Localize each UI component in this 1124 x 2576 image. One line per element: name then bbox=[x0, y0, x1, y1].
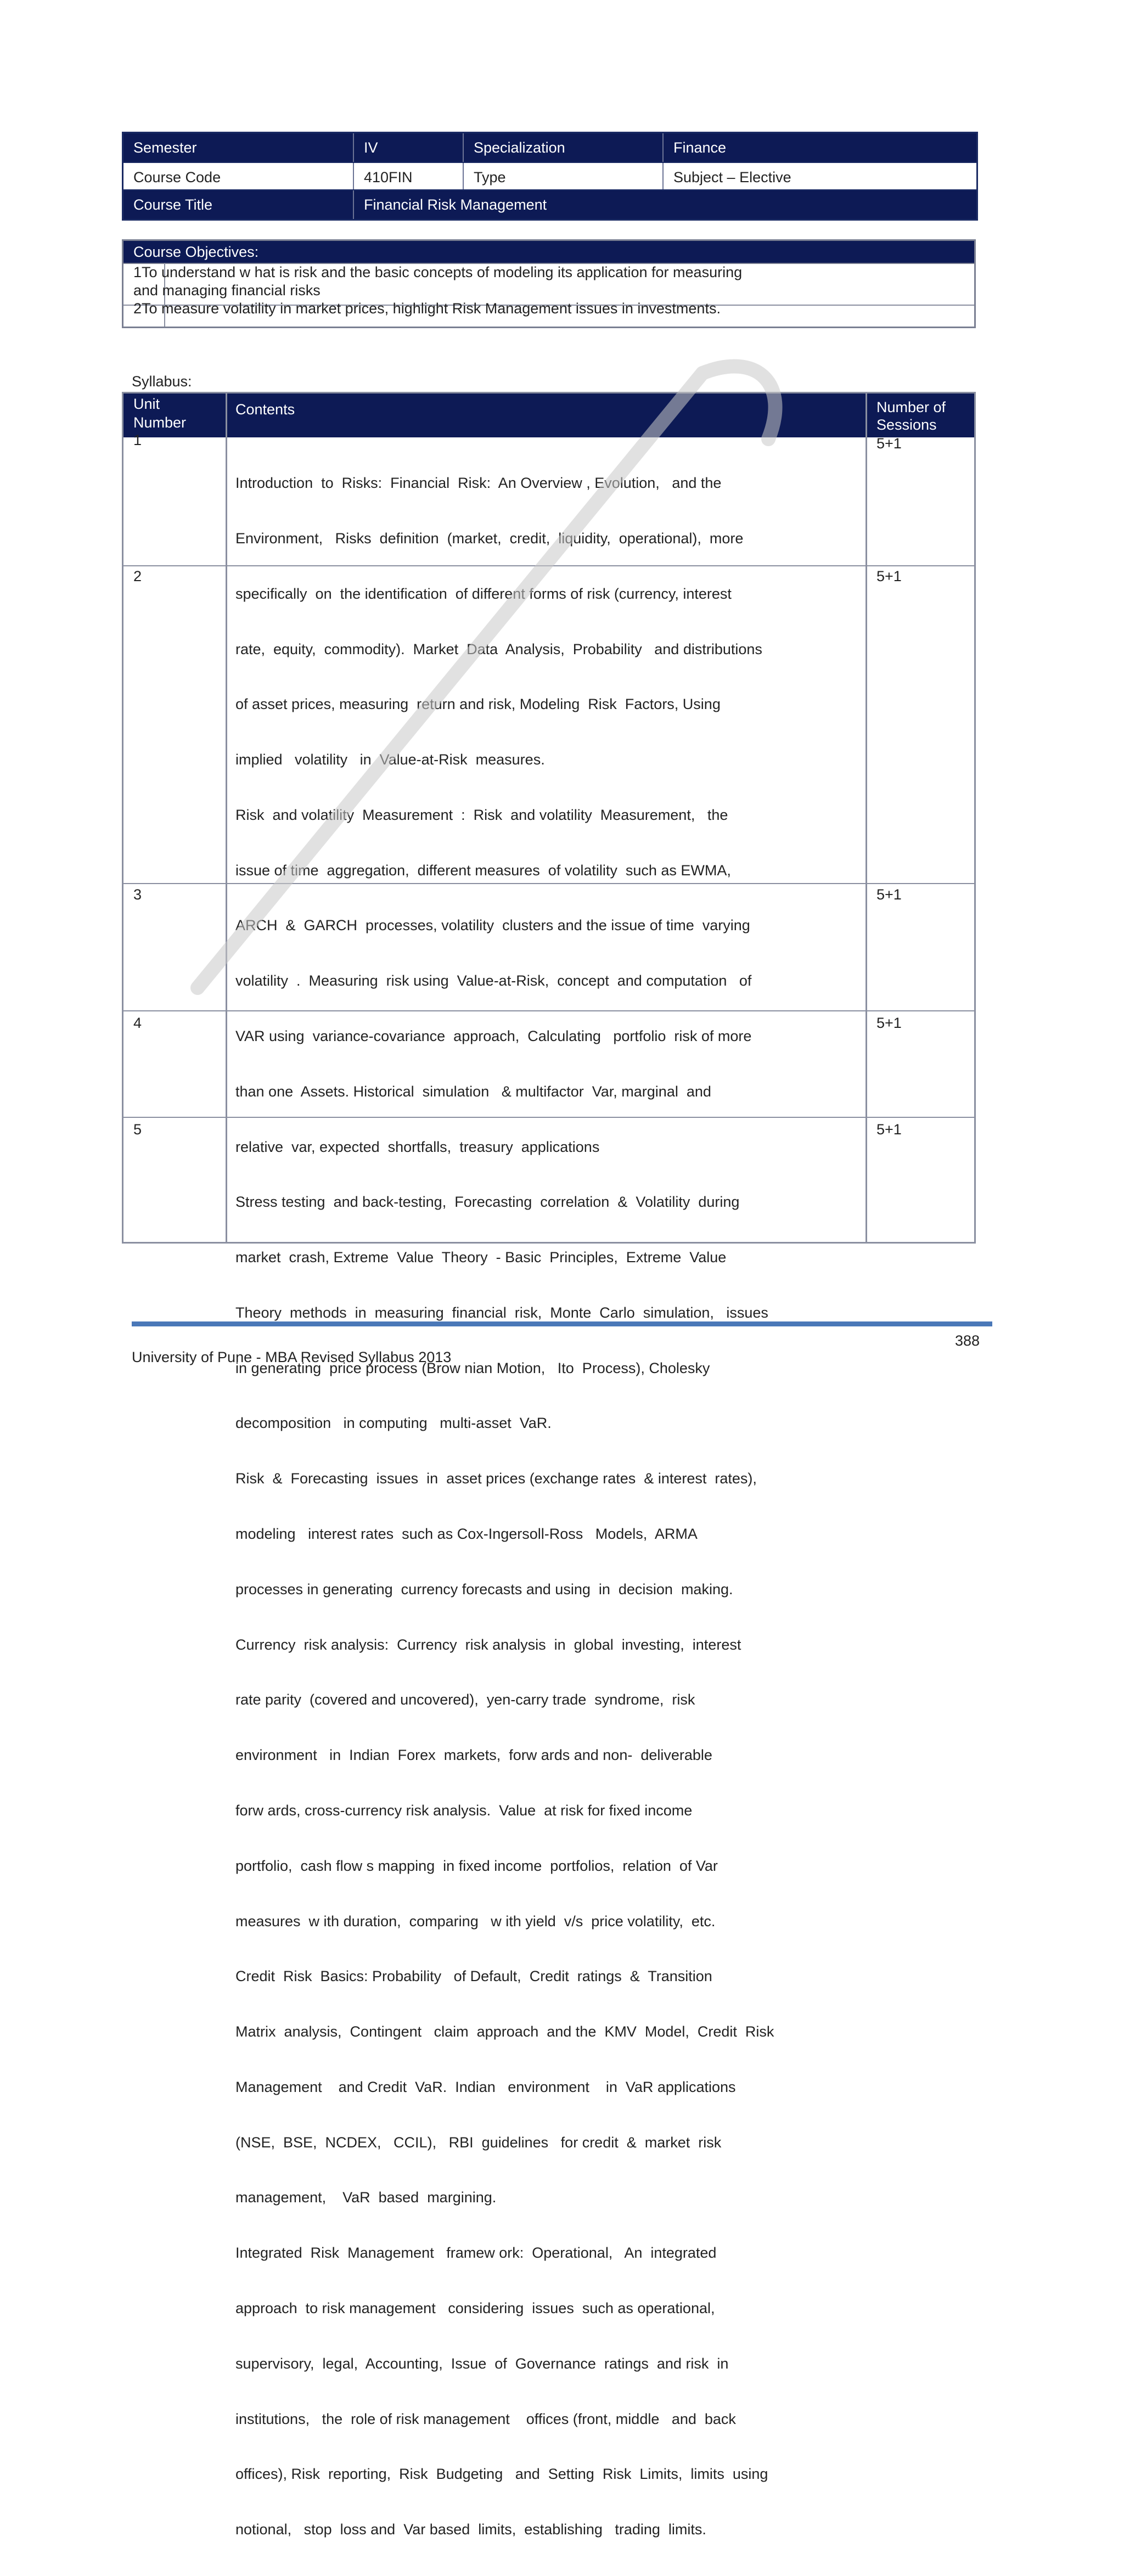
content-line: Risk & Forecasting issues in asset prices (exchange rates & interest rates), bbox=[235, 1470, 757, 1487]
content-line: relative var, expected shortfalls, treasury applications bbox=[235, 1138, 600, 1155]
semester-value: IV bbox=[354, 133, 464, 162]
content-line: Environment, Risks definition (market, credit, liquidity, operational), more bbox=[235, 530, 744, 547]
syllabus-header-row bbox=[123, 393, 974, 437]
sessions-unit-3: 5+1 bbox=[876, 886, 902, 903]
content-line: environment in Indian Forex markets, forw ards and non- deliverable bbox=[235, 1747, 712, 1764]
course-code-label: Course Code bbox=[123, 163, 354, 189]
content-line: processes in generating currency forecasts and using in decision making. bbox=[235, 1581, 733, 1598]
course-title-label: Course Title bbox=[123, 190, 354, 219]
content-line: rate parity (covered and uncovered), yen-carry trade syndrome, risk bbox=[235, 1691, 695, 1708]
content-line: Stress testing and back-testing, Forecasting correlation & Volatility during bbox=[235, 1194, 740, 1211]
content-line: decomposition in computing multi-asset VaR. bbox=[235, 1415, 552, 1432]
content-line: Integrated Risk Management framew ork: Operational, An integrated bbox=[235, 2245, 717, 2262]
type-label: Type bbox=[464, 163, 664, 189]
specialization-value: Finance bbox=[673, 139, 727, 156]
specialization-label: Specialization bbox=[464, 133, 664, 162]
unit-number-2: 2 bbox=[133, 568, 142, 584]
content-line: institutions, the role of risk management offices (front, middle and back bbox=[235, 2410, 736, 2427]
content-line: implied volatility in Value-at-Risk measures. bbox=[235, 751, 545, 768]
content-line: forw ards, cross-currency risk analysis. Value at risk for fixed income bbox=[235, 1802, 693, 1819]
unit-number-3: 3 bbox=[133, 886, 142, 903]
content-line: Matrix analysis, Contingent claim approach and the KMV Model, Credit Risk bbox=[235, 2023, 774, 2040]
header-contents: Contents bbox=[235, 401, 295, 418]
content-line: Currency risk analysis: Currency risk analysis in global investing, interest bbox=[235, 1636, 741, 1653]
info-row-course-code bbox=[123, 162, 976, 190]
content-line: rate, equity, commodity). Market Data Analysis, Probability and distributions bbox=[235, 640, 762, 657]
unit-number-4: 4 bbox=[133, 1015, 142, 1031]
content-line: than one Assets. Historical simulation & multifactor Var, marginal and bbox=[235, 1083, 711, 1100]
content-line: Introduction to Risks: Financial Risk: An Overview , Evolution, and the bbox=[235, 475, 722, 492]
content-line: issue of time aggregation, different measures of volatility such as EWMA, bbox=[235, 862, 731, 879]
header-unit-line2: Number bbox=[133, 414, 187, 431]
content-line: notional, stop loss and Var based limits, establishing trading limits. bbox=[235, 2521, 706, 2538]
course-info-table bbox=[122, 132, 978, 221]
content-line: measures w ith duration, comparing w ith yield v/s price volatility, etc. bbox=[235, 1913, 716, 1930]
content-line: modeling interest rates such as Cox-Ingersoll-Ross Models, ARMA bbox=[235, 1526, 698, 1543]
objective-line-1: 1To understand w hat is risk and the basic concepts of modeling its application for measuring bbox=[133, 264, 743, 280]
content-line: market crash, Extreme Value Theory - Basic Principles, Extreme Value bbox=[235, 1249, 727, 1266]
objective-line-2: and managing financial risks bbox=[133, 282, 321, 299]
header-unit-line1: Unit bbox=[133, 396, 160, 412]
syllabus-contents bbox=[235, 437, 883, 2576]
content-line: Credit Risk Basics: Probability of Default, Credit ratings & Transition bbox=[235, 1968, 712, 1985]
header-sessions-line2: Sessions bbox=[876, 417, 937, 433]
content-line: in generating price process (Brow nian Motion, Ito Process), Cholesky bbox=[235, 1359, 710, 1376]
content-line: specifically on the identification of different forms of risk (currency, interest bbox=[235, 585, 732, 602]
content-line: VAR using variance-covariance approach, Calculating portfolio risk of more bbox=[235, 1028, 752, 1044]
content-line: (NSE, BSE, NCDEX, CCIL), RBI guidelines for credit & market risk bbox=[235, 2134, 722, 2151]
semester-label: Semester bbox=[123, 133, 354, 162]
unit-number-5: 5 bbox=[133, 1121, 142, 1138]
course-title-value: Financial Risk Management bbox=[364, 196, 547, 213]
content-line: ARCH & GARCH processes, volatility clusters and the issue of time varying bbox=[235, 917, 750, 934]
header-sessions-line1: Number of bbox=[876, 399, 946, 415]
objective-line-3: 2To measure volatility in market prices, highlight Risk Management issues in investments. bbox=[133, 300, 721, 317]
content-line: Risk and volatility Measurement : Risk and volatility Measurement, the bbox=[235, 806, 728, 823]
footer-text: University of Pune - MBA Revised Syllabus 2013 bbox=[132, 1349, 452, 1365]
content-line: supervisory, legal, Accounting, Issue of Governance ratings and risk in bbox=[235, 2355, 729, 2372]
course-code-value: 410FIN bbox=[354, 163, 464, 189]
content-line: offices), Risk reporting, Risk Budgeting and Setting Risk Limits, limits using bbox=[235, 2466, 768, 2483]
info-row-course-title bbox=[123, 190, 976, 219]
course-objectives-box bbox=[122, 239, 976, 328]
objectives-heading: Course Objectives: bbox=[123, 241, 974, 264]
sessions-unit-2: 5+1 bbox=[876, 568, 902, 584]
content-line: volatility . Measuring risk using Value-at-Risk, concept and computation of bbox=[235, 972, 752, 989]
page-number: 388 bbox=[955, 1332, 980, 1349]
type-value: Subject – Elective bbox=[673, 169, 791, 185]
sessions-unit-5: 5+1 bbox=[876, 1121, 902, 1138]
content-line: Theory methods in measuring financial risk, Monte Carlo simulation, issues bbox=[235, 1304, 768, 1321]
sessions-unit-4: 5+1 bbox=[876, 1015, 902, 1031]
syllabus-label: Syllabus: bbox=[132, 373, 192, 390]
sessions-unit-1: 5+1 bbox=[876, 435, 902, 452]
unit-number-1: 1 bbox=[133, 432, 142, 448]
content-line: management, VaR based margining. bbox=[235, 2189, 497, 2206]
content-line: of asset prices, measuring return and risk, Modeling Risk Factors, Using bbox=[235, 696, 721, 713]
content-line: approach to risk management considering issues such as operational, bbox=[235, 2299, 715, 2316]
content-line: Management and Credit VaR. Indian environment in VaR applications bbox=[235, 2078, 736, 2095]
info-row-semester bbox=[123, 133, 976, 162]
column-divider-1 bbox=[226, 393, 227, 1242]
footer-bar bbox=[132, 1321, 992, 1326]
content-line: portfolio, cash flow s mapping in fixed income portfolios, relation of Var bbox=[235, 1857, 718, 1874]
